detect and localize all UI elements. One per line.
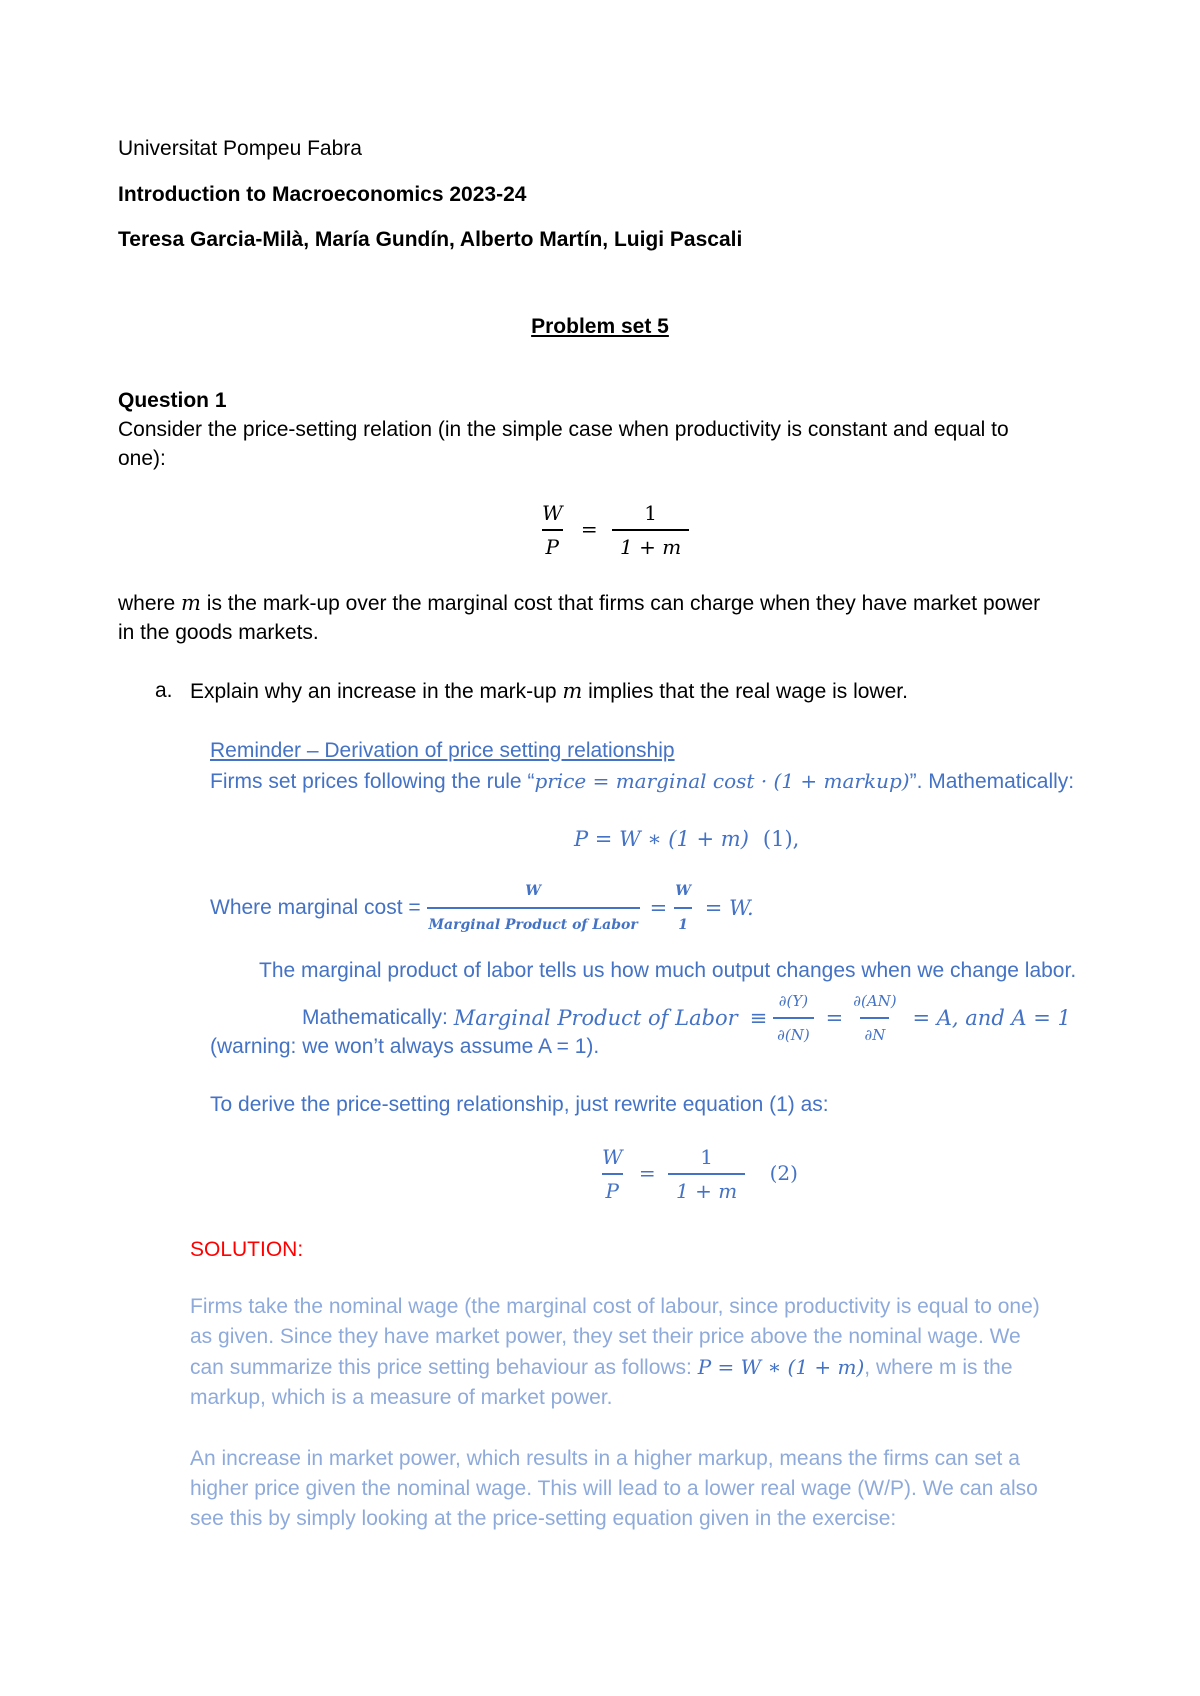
reminder-title: Reminder – Derivation of price setting relationship — [210, 739, 675, 762]
eq-rhs-numerator: 1 — [644, 501, 657, 525]
mpl-num2: ∂(AN) — [853, 992, 897, 1010]
solution-p1-line3 — [190, 1352, 1090, 1383]
mpl-line1: The marginal product of labor tells us how much output changes when we change labor. — [259, 959, 1077, 982]
part-a-pre: Explain why an increase in the mark-up — [190, 680, 563, 703]
reminder-eq1 — [574, 826, 799, 852]
mc-equals: = — [649, 896, 668, 920]
part-a-post: implies that the real wage is lower. — [582, 680, 908, 703]
part-a-label: a. — [155, 679, 173, 702]
problem-set-title: Problem set 5 — [531, 315, 669, 338]
where-prefix: where — [118, 592, 182, 615]
authors-line: Teresa Garcia-Milà, María Gundín, Alberto Martín, Luigi Pascali — [118, 228, 743, 251]
reminder-rule — [210, 768, 1074, 795]
where-m: m — [181, 591, 201, 615]
eq1-math: P = W ∗ (1 + m) — [574, 827, 749, 851]
solution-p2-line2: higher price given the nominal wage. This will lead to a lower real wage (W/P). We can also — [190, 1477, 1038, 1500]
eq2-rhs-numerator: 1 — [700, 1145, 713, 1169]
price-setting-equation — [538, 500, 689, 560]
solution-p1-line1: Firms take the nominal wage (the marginal cost of labour, since productivity is equal to one) — [190, 1295, 1040, 1318]
eq-lhs-denominator: P — [542, 529, 563, 560]
where-rest: is the mark-up over the marginal cost that firms can charge when they have market power — [200, 592, 1041, 615]
eq2-equals: = — [638, 1160, 656, 1185]
mc-post: = W. — [704, 896, 754, 920]
question-heading: Question 1 — [118, 389, 227, 412]
mpl-pre: Mathematically: — [302, 1006, 454, 1029]
eq-equals: = — [580, 516, 598, 541]
question-intro-line1: Consider the price-setting relation (in the simple case when productivity is constant and equal to — [118, 418, 1009, 441]
part-a-m: m — [562, 679, 583, 703]
mc-denominator: Marginal Product of Labor — [427, 907, 640, 938]
solution-p1-line4: markup, which is a measure of market power. — [190, 1386, 613, 1409]
eq-lhs-numerator: W — [542, 501, 563, 525]
rule-post: ”. Mathematically: — [909, 770, 1075, 793]
solution-p1-line2: as given. Since they have market power, they set their price above the nominal wage. We — [190, 1325, 1021, 1348]
marginal-cost-line — [210, 878, 754, 938]
mpl-equiv: ≡ — [749, 1006, 768, 1030]
mpl-num1: ∂(Y) — [778, 992, 809, 1010]
course-title: Introduction to Macroeconomics 2023-24 — [118, 183, 527, 206]
rule-math: price = marginal cost · (1 + markup) — [534, 769, 910, 793]
eq2-label: (2) — [769, 1160, 798, 1185]
where-line1 — [118, 590, 1040, 617]
eq2-rhs-denominator: 1 + m — [668, 1173, 745, 1204]
solution-p2-line1: An increase in market power, which results in a higher markup, means the firms can set a — [190, 1447, 1020, 1470]
solution-paragraph-2 — [190, 1444, 1090, 1534]
solution-label: SOLUTION: — [190, 1238, 304, 1261]
mc-pre: Where marginal cost = — [210, 896, 427, 919]
solution-p1-math: P = W ∗ (1 + m) — [697, 1355, 865, 1379]
reminder-eq2 — [598, 1144, 798, 1204]
mc-numerator: W — [525, 883, 541, 899]
mpl-eq: = — [825, 1006, 844, 1030]
university-name: Universitat Pompeu Fabra — [118, 137, 362, 160]
solution-p1-pre: can summarize this price setting behaviour as follows: — [190, 1356, 698, 1379]
mpl-den1: ∂(N) — [773, 1017, 814, 1048]
mc-denominator2: 1 — [674, 907, 692, 938]
solution-paragraph-1 — [190, 1292, 1090, 1413]
question-intro-line2: one): — [118, 447, 166, 470]
part-a-text — [190, 678, 908, 705]
eq2-lhs-numerator: W — [602, 1145, 623, 1169]
derive-line: To derive the price-setting relationship, just rewrite equation (1) as: — [210, 1093, 829, 1116]
mpl-post: = A, and A = 1 — [912, 1006, 1071, 1030]
eq2-lhs-denominator: P — [602, 1173, 623, 1204]
eq1-label: (1), — [762, 827, 800, 851]
solution-p1-post: , where m is the — [864, 1356, 1013, 1379]
solution-p2-line3: see this by simply looking at the price-setting equation given in the exercise: — [190, 1507, 897, 1530]
mpl-math: Marginal Product of Labor — [453, 1006, 738, 1030]
eq-rhs-denominator: 1 + m — [612, 529, 689, 560]
mc-numerator2: W — [675, 883, 691, 899]
warning-line: (warning: we won’t always assume A = 1). — [210, 1035, 600, 1058]
rule-pre: Firms set prices following the rule “ — [210, 770, 535, 793]
where-line2: in the goods markets. — [118, 621, 319, 644]
mpl-den2: ∂N — [860, 1017, 889, 1048]
